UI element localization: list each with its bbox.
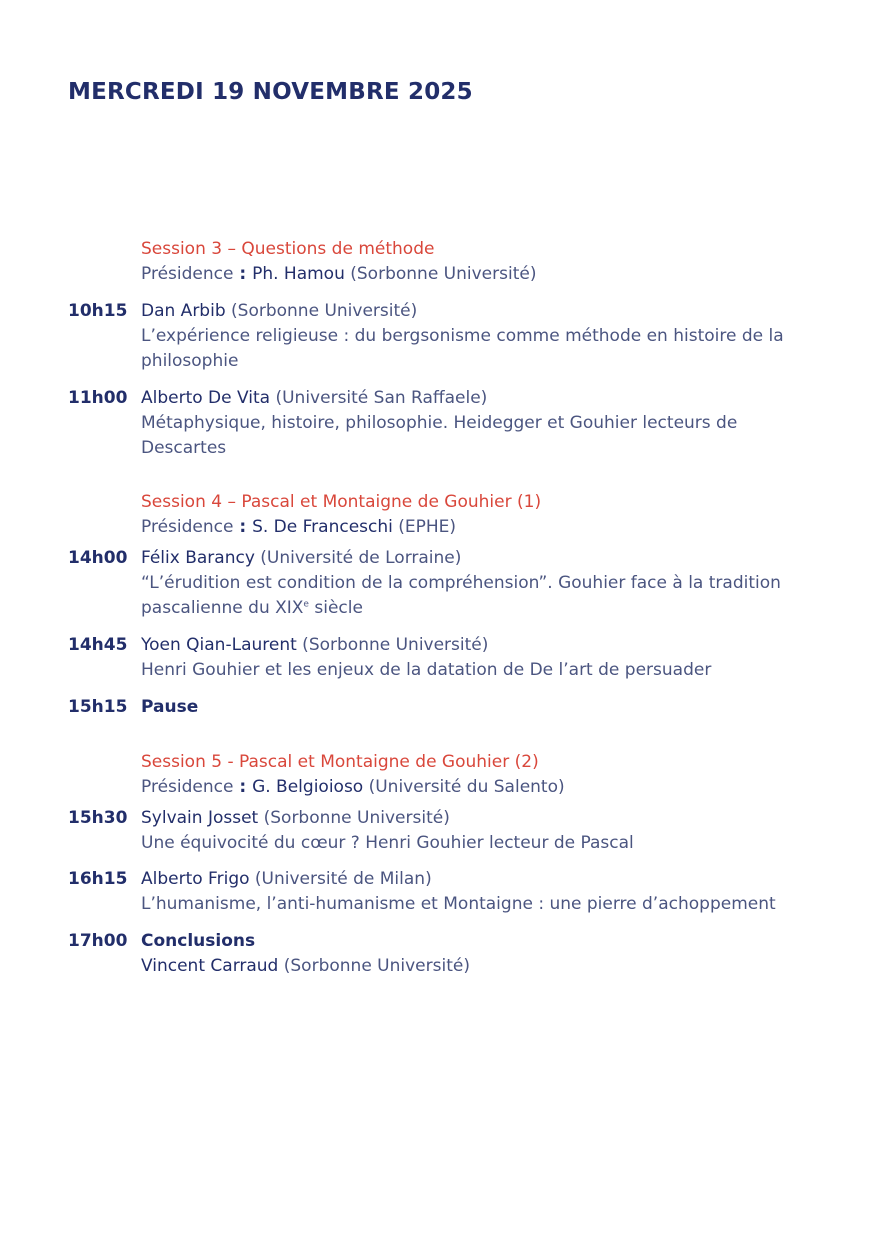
century-superscript: e — [303, 599, 309, 610]
programme-item-pause — [68, 695, 808, 720]
chair-name: G. Belgioioso — [252, 777, 364, 797]
chair-separator: : — [233, 264, 253, 284]
session-5-header — [68, 750, 808, 800]
chair-label: Présidence — [141, 777, 234, 797]
talk-title: L’expérience religieuse : du bergsonisme comme méthode en histoire de la philosophie — [141, 326, 784, 371]
talk-title: L’humanisme, l’anti-humanisme et Montaigne : une pierre d’achoppement — [141, 894, 776, 914]
programme-item-1445 — [68, 633, 808, 683]
speaker-name: Sylvain Josset — [141, 808, 259, 828]
session-chair — [141, 515, 808, 540]
chair-name: Ph. Hamou — [252, 264, 345, 284]
speaker-affiliation: (Université San Raffaele) — [270, 388, 488, 408]
chair-name: S. De Franceschi — [252, 517, 393, 537]
speaker-affiliation: (Université de Lorraine) — [254, 548, 462, 568]
speaker-name: Vincent Carraud — [141, 956, 279, 976]
programme-item-1400 — [68, 546, 808, 621]
session-4-header — [68, 490, 808, 540]
session-chair — [141, 775, 808, 800]
talk-title-end: siècle — [308, 598, 363, 618]
speaker-name: Félix Barancy — [141, 548, 255, 568]
speaker-line — [141, 546, 808, 571]
talk-title — [141, 571, 808, 621]
session-title: Session 4 – Pascal et Montaigne de Gouhier (1) — [141, 492, 542, 512]
talk-title: Métaphysique, histoire, philosophie. Heidegger et Gouhier lecteurs de Descartes — [141, 413, 738, 458]
time-slot: 14h00 — [68, 548, 128, 568]
programme-item-1015 — [68, 299, 808, 374]
speaker-affiliation: (Sorbonne Université) — [278, 956, 470, 976]
time-slot: 16h15 — [68, 869, 128, 889]
conclusions-label: Conclusions — [141, 931, 256, 951]
programme-item-1615 — [68, 867, 808, 917]
speaker-line — [141, 867, 808, 892]
talk-title-main: “L’érudition est condition de la compréhension”. Gouhier face à la tradition pascalienne du XIX — [141, 573, 781, 618]
chair-label: Présidence — [141, 264, 234, 284]
pause-label: Pause — [141, 697, 199, 717]
speaker-line — [141, 386, 808, 411]
session-chair — [141, 262, 808, 287]
time-slot: 15h15 — [68, 697, 128, 717]
time-slot: 17h00 — [68, 931, 128, 951]
programme-item-1100 — [68, 386, 808, 461]
speaker-name: Alberto Frigo — [141, 869, 250, 889]
speaker-affiliation: (Sorbonne Université) — [258, 808, 450, 828]
chair-affiliation: (EPHE) — [392, 517, 457, 537]
programme-item-1530 — [68, 806, 808, 856]
talk-title: Une équivocité du cœur ? Henri Gouhier lecteur de Pascal — [141, 833, 634, 853]
time-slot: 15h30 — [68, 808, 128, 828]
speaker-name: Yoen Qian-Laurent — [141, 635, 297, 655]
speaker-affiliation: (Sorbonne Université) — [225, 301, 418, 321]
time-slot: 11h00 — [68, 388, 128, 408]
chair-separator: : — [233, 517, 253, 537]
speaker-name: Alberto De Vita — [141, 388, 271, 408]
page-title: MERCREDI 19 NOVEMBRE 2025 — [68, 79, 473, 105]
session-title: Session 5 - Pascal et Montaigne de Gouhier (2) — [141, 752, 539, 772]
chair-label: Présidence — [141, 517, 234, 537]
chair-affiliation: (Sorbonne Université) — [344, 264, 537, 284]
session-title: Session 3 – Questions de méthode — [141, 239, 435, 259]
chair-separator: : — [233, 777, 253, 797]
time-slot: 14h45 — [68, 635, 128, 655]
speaker-affiliation: (Université de Milan) — [249, 869, 432, 889]
time-slot: 10h15 — [68, 301, 128, 321]
speaker-line — [141, 633, 808, 658]
session-3-header — [68, 237, 808, 287]
speaker-name: Dan Arbib — [141, 301, 226, 321]
speaker-affiliation: (Sorbonne Université) — [296, 635, 489, 655]
programme-item-conclusions — [68, 929, 808, 979]
speaker-line — [141, 806, 808, 831]
speaker-line — [141, 954, 808, 979]
speaker-line — [141, 299, 808, 324]
chair-affiliation: (Université du Salento) — [363, 777, 565, 797]
talk-title: Henri Gouhier et les enjeux de la datation de De l’art de persuader — [141, 660, 712, 680]
